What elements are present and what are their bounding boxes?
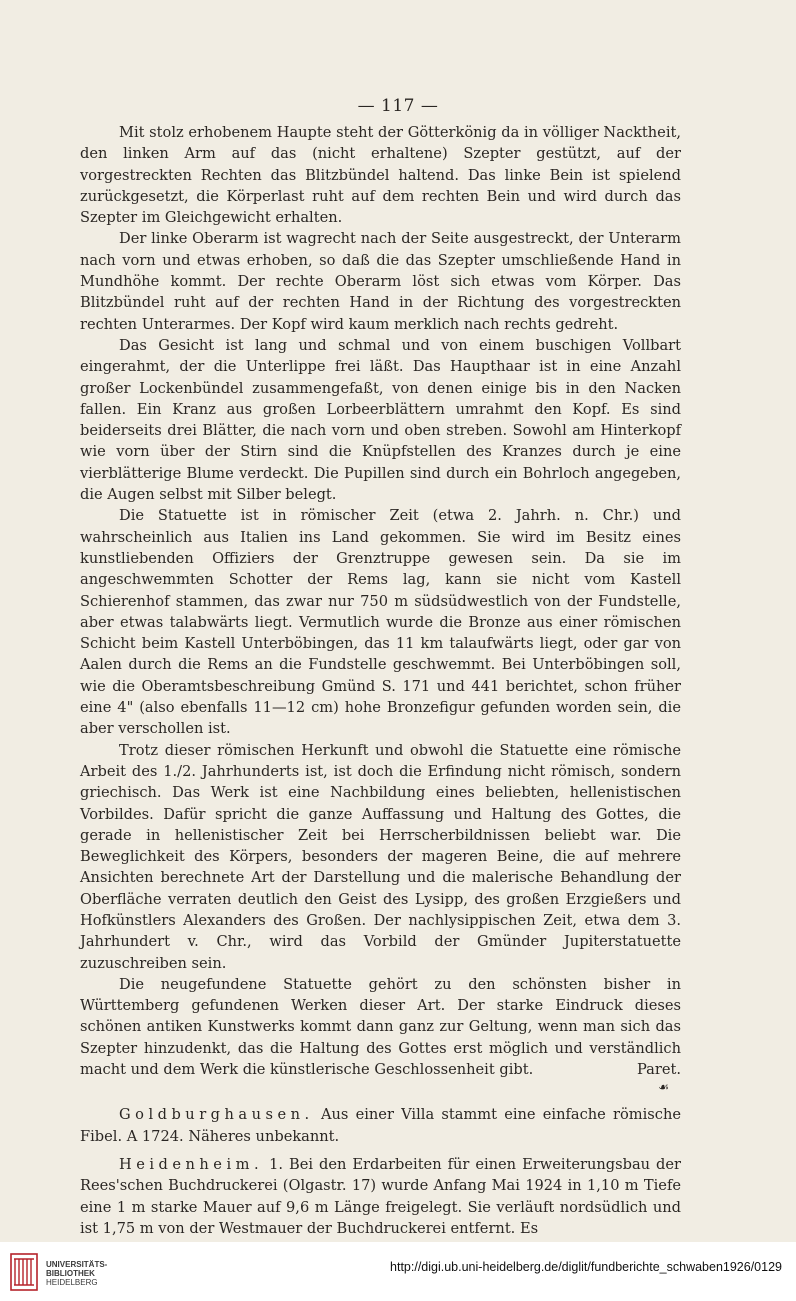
entry-text: 1. Bei den Erdarbeiten für einen Erweiterungsbau der Rees'schen Buchdruckerei (Olgastr. 17) wurde Anfang Mai 1924 in 1,10 m Tiefe eine 1 m starke Mauer auf 9,6 m Länge freigelegt. Sie verläuft nordsüdlich und ist 1,75 m von der Westmauer der Buchdruckerei entfernt. Es (80, 1155, 681, 1237)
author-signature: Paret. (637, 1061, 681, 1079)
fleuron-ornament-icon: ☙ (658, 1080, 669, 1095)
paragraph: Die Statuette ist in römischer Zeit (etwa 2. Jahrh. n. Chr.) und wahrscheinlich aus Italien ins Land gekommen. Sie wird im Besitz eines kunstliebenden Offiziers der Grenztruppe gewesen sein. Da sie im angeschwemmten Schotter der Rems lag, kann sie nicht vom Kastell Schierenhof stammen, das zwar nur 750 m südsüdwestlich von der Fundstelle, aber etwas talabwärts liegt. Vermutlich wurde die Bronze aus einer römischen Schicht beim Kastell Unterböbingen, das 11 km talaufwärts liegt, oder gar von Aalen durch die Rems an die Fundstelle geschwemmt. Bei Unterböbingen soll, wie die Oberamtsbeschreibung Gmünd S. 171 und 441 berichtet, schon früher eine 4" (also ebenfalls 11—12 cm) hohe Bronzefigur gefunden worden sein, die aber verschollen ist. (80, 507, 681, 738)
page-body (80, 122, 681, 1239)
place-name: Goldburghausen. (119, 1106, 314, 1124)
entry-text: Aus einer Villa stammt eine einfache römische Fibel. A 1724. Näheres unbekannt. (80, 1106, 682, 1145)
place-name: Heidenheim. (119, 1155, 264, 1173)
paragraph-with-signature (80, 974, 681, 1080)
entry-goldburghausen (80, 1104, 681, 1147)
paragraph: Mit stolz erhobenem Haupte steht der Götterkönig da in völliger Nacktheit, den linken Arm auf das (nicht erhaltene) Szepter gestützt, auf der vorgestreckten Rechten das Blitzbündel haltend. Das linke Bein ist spielend zurückgesetzt, die Körperlast ruht auf dem rechten Bein und wird durch das Szepter im Gleichgewicht erhalten. (80, 124, 681, 227)
paragraph: Die neugefundene Statuette gehört zu den schönsten bisher in Württemberg gefundenen Werken dieser Art. Der starke Eindruck dieses schönen antiken Kunstwerks kommt dann ganz zur Geltung, wenn man sich das Szepter hinzudenkt, das die Haltung des Gottes erst möglich und verständlich macht und dem Werk die künstlerische Geschlossenheit gibt. (80, 975, 681, 1079)
footer-bar (0, 1242, 796, 1301)
source-url[interactable]: http://digi.ub.uni-heidelberg.de/diglit/fundberichte_schwaben1926/0129 (390, 1260, 782, 1274)
paragraph: Trotz dieser römischen Herkunft und obwohl die Statuette eine römische Arbeit des 1./2. Jahrhunderts ist, ist doch die Erfindung nicht römisch, sondern griechisch. Das Werk ist eine Nachbildung eines beliebten, hellenistischen Vorbildes. Dafür spricht die ganze Auffassung und Haltung des Gottes, die gerade in hellenistischer Zeit bei Herrscherbildnissen beliebt war. Die Beweglichkeit des Körpers, besonders der mageren Beine, die auf mehrere Ansichten berechnete Art der Darstellung und die malerische Behandlung der Oberfläche verraten deutlich den Geist des Lysipp, des großen Erzgießers und Hofkünstlers Alexanders des Großen. Der nachlysippischen Zeit, etwa dem 3. Jahrhundert v. Chr., wird das Vorbild der Gmünder Jupiterstatuette zuzuschreiben sein. (80, 741, 681, 972)
library-emblem-icon (10, 1253, 40, 1291)
library-logo[interactable] (10, 1250, 120, 1294)
logo-text: UNIVERSITÄTS- BIBLIOTHEK HEIDELBERG (46, 1260, 108, 1287)
entry-heidenheim (80, 1154, 681, 1239)
paragraph: Der linke Oberarm ist wagrecht nach der Seite ausgestreckt, der Unterarm nach vorn und etwas erhoben, so daß die das Szepter umschließende Hand in Mundhöhe kommt. Der rechte Oberarm löst sich etwas vom Körper. Das Blitzbündel ruht auf der rechten Hand in der Richtung des vorgestreckten rechten Unterarmes. Der Kopf wird kaum merklich nach rechts gedreht. (80, 230, 681, 333)
paragraph: Das Gesicht ist lang und schmal und von einem buschigen Vollbart eingerahmt, der die Unterlippe frei läßt. Das Haupthaar ist in eine Anzahl großer Lockenbündel zusammengefaßt, von denen einige bis in den Nacken fallen. Ein Kranz aus großen Lorbeerblättern umrahmt den Kopf. Es sind beiderseits drei Blätter, die nach vorn und oben streben. Sowohl am Hinterkopf wie vorn über der Stirn sind die Knüpfstellen des Kranzes durch je eine vierblätterige Blume verdeckt. Die Pupillen sind durch ein Bohrloch angegeben, die Augen selbst mit Silber belegt. (80, 336, 681, 504)
page-number: — 117 — (357, 96, 439, 116)
